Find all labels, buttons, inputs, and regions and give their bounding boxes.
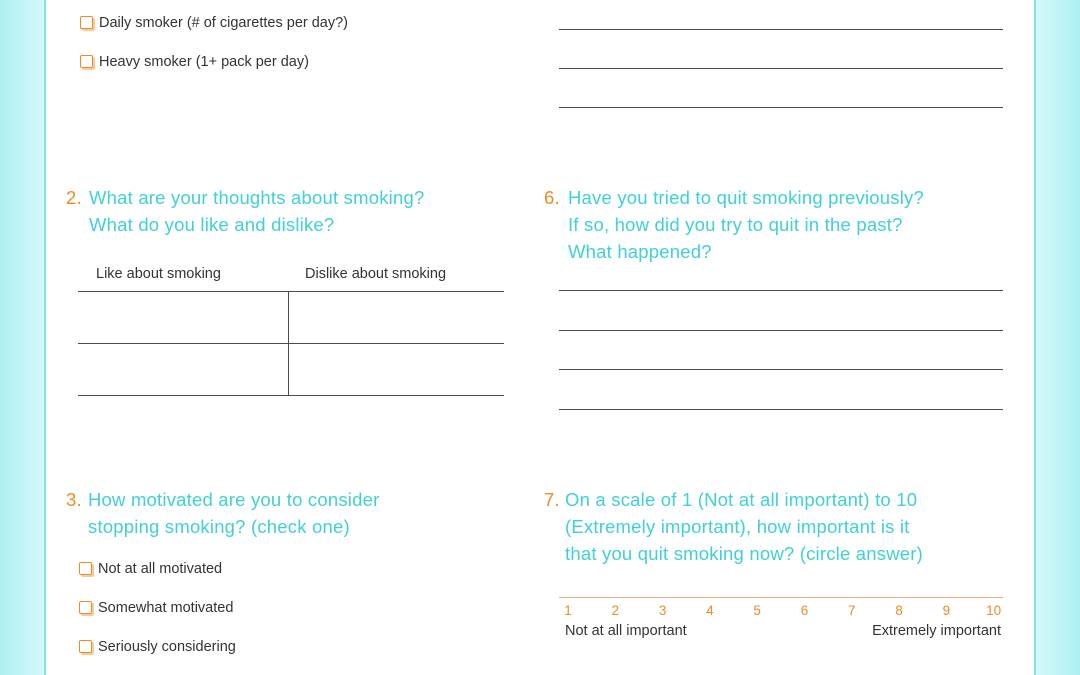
question-text: What do you like and dislike? bbox=[89, 214, 335, 235]
right-border bbox=[1036, 0, 1080, 675]
scale-option-6[interactable]: 6 bbox=[800, 603, 809, 618]
question-text: What happened? bbox=[568, 241, 712, 262]
checkbox-icon[interactable] bbox=[80, 16, 93, 29]
question-number: 3. bbox=[66, 489, 82, 510]
column-header-like: Like about smoking bbox=[96, 266, 221, 282]
question-text: stopping smoking? (check one) bbox=[88, 516, 350, 537]
option-label: Daily smoker (# of cigarettes per day?) bbox=[99, 15, 349, 31]
dislike-cell-2[interactable] bbox=[289, 344, 503, 394]
option-label: Not at all motivated bbox=[98, 561, 223, 577]
like-cell-1[interactable] bbox=[79, 292, 287, 342]
question-6 bbox=[544, 184, 924, 265]
scale-option-8[interactable]: 8 bbox=[895, 603, 903, 618]
scale-option-2[interactable]: 2 bbox=[611, 603, 620, 618]
question-text: If so, how did you try to quit in the past? bbox=[568, 214, 903, 235]
scale-line bbox=[559, 597, 1003, 598]
question-2 bbox=[66, 184, 424, 238]
scale-low-label: Not at all important bbox=[565, 623, 687, 639]
option-label: Somewhat motivated bbox=[98, 600, 234, 616]
scale-option-10[interactable]: 10 bbox=[986, 603, 1002, 618]
checkbox-icon[interactable] bbox=[79, 640, 92, 653]
column-header-dislike: Dislike about smoking bbox=[305, 266, 447, 282]
option-daily-smoker[interactable] bbox=[80, 15, 348, 31]
option-heavy-smoker[interactable] bbox=[80, 54, 309, 70]
answer-line[interactable] bbox=[559, 409, 1003, 410]
question-text: Have you tried to quit smoking previously? bbox=[568, 187, 924, 208]
scale-option-5[interactable]: 5 bbox=[753, 603, 761, 618]
question-text: that you quit smoking now? (circle answer) bbox=[565, 543, 923, 564]
like-cell-2[interactable] bbox=[79, 344, 287, 394]
scale-option-9[interactable]: 9 bbox=[942, 603, 951, 618]
question-number: 6. bbox=[544, 187, 560, 208]
question-text: What are your thoughts about smoking? bbox=[89, 187, 425, 208]
option-not-at-all-motivated[interactable] bbox=[79, 561, 222, 577]
option-label: Heavy smoker (1+ pack per day) bbox=[99, 54, 309, 70]
answer-line[interactable] bbox=[559, 29, 1003, 30]
scale-option-1[interactable]: 1 bbox=[564, 603, 572, 618]
left-border bbox=[0, 0, 44, 675]
question-text: (Extremely important), how important is it bbox=[565, 516, 910, 537]
question-text: How motivated are you to consider bbox=[88, 489, 380, 510]
question-number: 7. bbox=[544, 489, 560, 510]
answer-line[interactable] bbox=[559, 68, 1003, 69]
option-seriously-considering[interactable] bbox=[79, 639, 236, 655]
question-text: On a scale of 1 (Not at all important) to 10 bbox=[565, 489, 918, 510]
question-number: 2. bbox=[66, 187, 82, 208]
checkbox-icon[interactable] bbox=[79, 601, 92, 614]
answer-line[interactable] bbox=[559, 330, 1003, 331]
scale-high-label: Extremely important bbox=[872, 623, 1001, 639]
checkbox-icon[interactable] bbox=[80, 55, 93, 68]
question-3 bbox=[66, 486, 379, 540]
scale-option-4[interactable]: 4 bbox=[706, 603, 714, 618]
worksheet-page bbox=[44, 0, 1036, 675]
scale-option-3[interactable]: 3 bbox=[658, 603, 667, 618]
scale-option-7[interactable]: 7 bbox=[848, 603, 856, 618]
option-somewhat-motivated[interactable] bbox=[79, 600, 233, 616]
answer-line[interactable] bbox=[559, 107, 1003, 108]
answer-line[interactable] bbox=[559, 290, 1003, 291]
answer-line[interactable] bbox=[559, 369, 1003, 370]
table-line bbox=[78, 395, 504, 396]
checkbox-icon[interactable] bbox=[79, 562, 92, 575]
option-label: Seriously considering bbox=[98, 639, 236, 655]
question-7 bbox=[544, 486, 923, 567]
dislike-cell-1[interactable] bbox=[289, 292, 503, 342]
